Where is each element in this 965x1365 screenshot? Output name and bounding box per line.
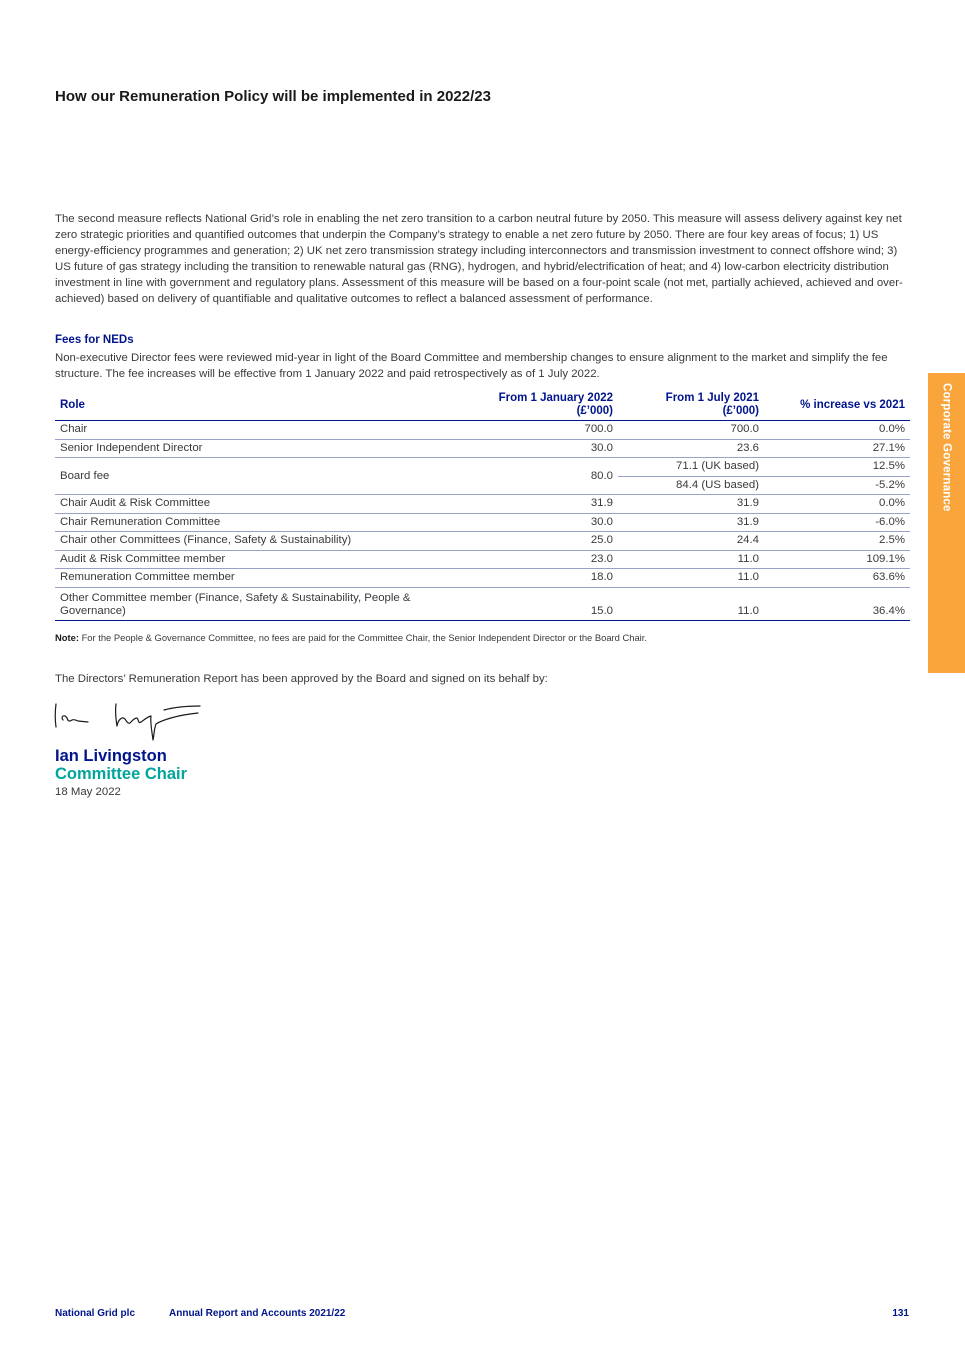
cell-jan2022: 25.0 xyxy=(470,532,618,551)
header-jul2021-line2: (£’000) xyxy=(722,405,759,417)
side-tab-label: Corporate Governance xyxy=(940,383,953,512)
signatory-role: Committee Chair xyxy=(55,765,188,783)
footer-report-title: Annual Report and Accounts 2021/22 xyxy=(169,1308,346,1319)
ned-fees-table xyxy=(55,390,910,621)
cell-role: Audit & Risk Committee member xyxy=(55,550,470,569)
cell-jul2021: 11.0 xyxy=(618,587,764,620)
note-label: Note: xyxy=(55,632,79,643)
table-row xyxy=(55,550,910,569)
cell-role-line2: Governance) xyxy=(60,604,126,617)
approval-statement: The Directors’ Remuneration Report has been approved by the Board and signed on its behalf by: xyxy=(55,673,548,685)
handwritten-signature xyxy=(50,696,210,746)
cell-jan2022: 23.0 xyxy=(470,550,618,569)
cell-role-line1: Other Committee member (Finance, Safety & Sustainability, People & xyxy=(60,591,411,604)
cell-jul2021: 700.0 xyxy=(618,421,764,440)
cell-jul2021: 31.9 xyxy=(618,513,764,532)
cell-increase-uk: 12.5% xyxy=(764,458,910,477)
cell-role: Remuneration Committee member xyxy=(55,569,470,588)
cell-increase: 0.0% xyxy=(764,495,910,514)
cell-role: Senior Independent Director xyxy=(55,439,470,458)
cell-jul2021: 24.4 xyxy=(618,532,764,551)
header-jul2021-line1: From 1 July 2021 xyxy=(665,392,759,404)
signatory-name: Ian Livingston xyxy=(55,747,167,765)
header-jul2021 xyxy=(618,390,764,421)
cell-increase: 0.0% xyxy=(764,421,910,440)
cell-increase: 63.6% xyxy=(764,569,910,588)
cell-jul2021-uk: 71.1 (UK based) xyxy=(618,458,764,477)
fees-paragraph: Non-executive Director fees were reviewed mid-year in light of the Board Committee and membership changes to ensure alignment to the market and simplify the fee structure. The fee increases will be effective from 1 January 2022 and paid retrospectively as of 1 July 2022. xyxy=(55,352,888,380)
fees-heading: Fees for NEDs xyxy=(55,334,134,346)
table-row xyxy=(55,513,910,532)
cell-increase: 27.1% xyxy=(764,439,910,458)
cell-jul2021: 11.0 xyxy=(618,550,764,569)
signature-date: 18 May 2022 xyxy=(55,786,121,798)
cell-jul2021-us: 84.4 (US based) xyxy=(618,476,764,495)
table-row xyxy=(55,569,910,588)
cell-jul2021: 23.6 xyxy=(618,439,764,458)
cell-role: Chair xyxy=(55,421,470,440)
table-row xyxy=(55,532,910,551)
page-heading: How our Remuneration Policy will be implemented in 2022/23 xyxy=(55,88,491,105)
cell-jan2022: 700.0 xyxy=(470,421,618,440)
header-jan2022-line2: (£’000) xyxy=(576,405,613,417)
header-role: Role xyxy=(55,390,470,421)
cell-increase: 36.4% xyxy=(764,587,910,620)
cell-jul2021: 11.0 xyxy=(618,569,764,588)
table-row xyxy=(55,439,910,458)
footer-company: National Grid plc xyxy=(55,1308,136,1319)
cell-jan2022: 15.0 xyxy=(470,587,618,620)
table-header-row xyxy=(55,390,910,421)
cell-increase: 2.5% xyxy=(764,532,910,551)
cell-increase: -6.0% xyxy=(764,513,910,532)
footer-page-number: 131 xyxy=(892,1308,909,1319)
cell-role: Chair Remuneration Committee xyxy=(55,513,470,532)
header-jan2022-line1: From 1 January 2022 xyxy=(498,392,613,404)
cell-jan2022: 30.0 xyxy=(470,513,618,532)
net-zero-paragraph: The second measure reflects National Grid’s role in enabling the net zero transition to a carbon neutral future by 2050. This measure will assess delivery against key net zero strategic priorities and quantified outcomes that underpin the Company’s strategy to enable a net zero future by 2050. There are four key areas of focus; 1) US energy-efficiency programmes and generation; 2) UK net zero transmission strategy including interconnectors and transmission investment to connect offshore wind; 3) US future of gas strategy including the transition to renewable natural gas (RNG), hydrogen, and hybrid/electrification of heat; and 4) low-carbon electricity distribution investment in line with government and regulatory plans. Assessment of this measure will be based on a four-point scale (not met, partially achieved, achieved and over-achieved) based on delivery of quantifiable and qualitative outcomes to reflect a balanced assessment of performance. xyxy=(55,213,903,305)
cell-jan2022: 30.0 xyxy=(470,439,618,458)
header-increase: % increase vs 2021 xyxy=(764,390,910,421)
table-row xyxy=(55,458,910,477)
cell-role: Chair Audit & Risk Committee xyxy=(55,495,470,514)
header-jan2022 xyxy=(470,390,618,421)
cell-jan2022: 18.0 xyxy=(470,569,618,588)
cell-increase: 109.1% xyxy=(764,550,910,569)
note-text: For the People & Governance Committee, no fees are paid for the Committee Chair, the Senior Independent Director or the Board Chair. xyxy=(78,632,647,643)
cell-role: Chair other Committees (Finance, Safety & Sustainability) xyxy=(55,532,470,551)
table-row xyxy=(55,421,910,440)
table-row xyxy=(55,587,910,620)
cell-increase-us: -5.2% xyxy=(764,476,910,495)
cell-jul2021: 31.9 xyxy=(618,495,764,514)
cell-role xyxy=(55,587,470,620)
section-side-tab[interactable] xyxy=(928,373,965,673)
cell-jan2022: 31.9 xyxy=(470,495,618,514)
table-note xyxy=(55,632,915,643)
cell-jan2022: 80.0 xyxy=(470,458,618,495)
cell-role: Board fee xyxy=(55,458,470,495)
table-row xyxy=(55,495,910,514)
